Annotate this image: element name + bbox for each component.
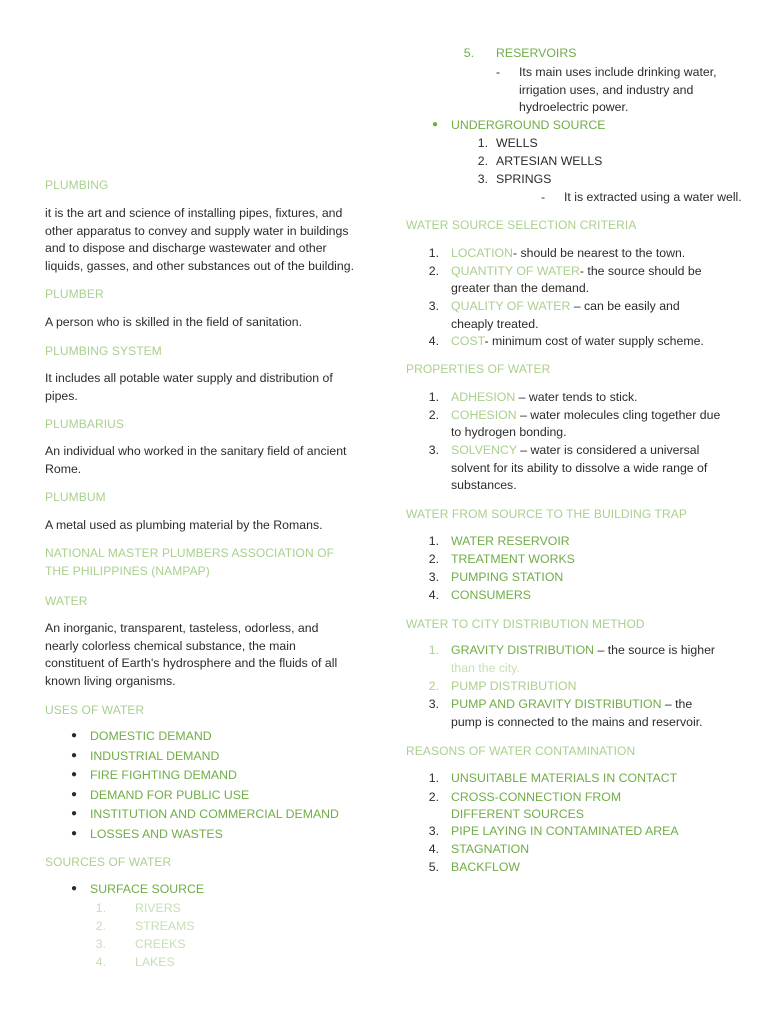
dash-marker: - xyxy=(541,190,546,204)
list-item-surface-source: ● SURFACE SOURCE xyxy=(71,882,205,896)
list-item: 1. GRAVITY DISTRIBUTION – the source is higher xyxy=(428,643,716,657)
plumber-definition: A person who is skilled in the field of sanitation. xyxy=(45,315,303,329)
heading-plumbing-system: PLUMBING SYSTEM xyxy=(45,344,162,358)
bullet-icon: ● xyxy=(71,769,78,780)
city-list xyxy=(406,643,724,738)
list-item: 3. QUALITY OF WATER – can be easily and cheaply treated. xyxy=(428,299,680,331)
bullet-icon: ● xyxy=(71,883,78,894)
reservoirs-note: Its main uses include drinking water, irrigation uses, and industry and hydroelectric power. xyxy=(519,65,717,115)
list-item: 1. LOCATION- should be nearest to the town. xyxy=(428,246,686,260)
heading-plumbum: PLUMBUM xyxy=(45,490,106,504)
list-item: 2. PUMP DISTRIBUTION xyxy=(428,679,577,693)
reservoirs-block xyxy=(406,46,724,121)
heading-contamination: REASONS OF WATER CONTAMINATION xyxy=(406,744,636,758)
heading-water: WATER xyxy=(45,594,88,608)
plumbarius-definition: An individual who worked in the sanitary field of ancient Rome. xyxy=(45,444,347,476)
list-item: 1. UNSUITABLE MATERIALS IN CONTACT xyxy=(428,771,678,785)
list-item: 4. COST- minimum cost of water supply scheme. xyxy=(428,334,704,348)
list-item: 2. COHESION – water molecules cling together due to hydrogen bonding. xyxy=(428,407,721,440)
heading-city-distribution: WATER TO CITY DISTRIBUTION METHOD xyxy=(406,617,645,631)
dash-marker: - xyxy=(496,65,501,79)
bullet-icon: ● xyxy=(71,827,78,839)
bullet-icon: ● xyxy=(71,788,78,800)
heading-sources-of-water: SOURCES OF WATER xyxy=(45,855,172,869)
springs-note: It is extracted using a water well. xyxy=(564,190,742,204)
plumbum-definition: A metal used as plumbing material by the Romans. xyxy=(45,518,323,532)
list-item: 1. ADHESION – water tends to stick. xyxy=(428,390,638,404)
list-item: 1. WATER RESERVOIR xyxy=(428,534,570,548)
list-item: 2. TREATMENT WORKS xyxy=(428,552,575,566)
list-item-reservoirs: RESERVOIRS xyxy=(496,46,577,60)
list-item: 3. SOLVENCY – water is considered a universal solvent for its ability to dissolve a wide range of substances. xyxy=(428,443,708,493)
list-item: ● FIRE FIGHTING DEMAND xyxy=(71,768,237,782)
heading-properties: PROPERTIES OF WATER xyxy=(406,362,551,376)
list-item: 4. CONSUMERS xyxy=(428,588,531,602)
bullet-icon: ● xyxy=(71,730,78,741)
bullet-icon: ● xyxy=(71,808,78,819)
heading-plumbing: PLUMBING xyxy=(45,178,109,192)
heading-selection-criteria: WATER SOURCE SELECTION CRITERIA xyxy=(406,218,637,232)
list-item: 3. PIPE LAYING IN CONTAMINATED AREA xyxy=(428,824,679,838)
contamination-list xyxy=(406,771,724,881)
list-item: ● DOMESTIC DEMAND xyxy=(71,729,212,743)
plumbing-system-definition: It includes all potable water supply and distribution of pipes. xyxy=(45,371,333,403)
list-item: ● INDUSTRIAL DEMAND xyxy=(71,748,220,763)
list-item-continuation: than the city. xyxy=(451,661,520,675)
heading-building-trap: WATER FROM SOURCE TO THE BUILDING TRAP xyxy=(406,507,687,521)
list-item: 4. STAGNATION xyxy=(428,842,530,856)
list-item: ● INSTITUTION AND COMMERCIAL DEMAND xyxy=(71,807,339,821)
list-item: 5. BACKFLOW xyxy=(428,860,521,874)
plumbing-definition: it is the art and science of installing pipes, fixtures, and other apparatus to convey and supply water in buildings and to dispose and discharge wastewater and other liquids, gasses, and other substances out of the building. xyxy=(45,206,354,274)
heading-uses-of-water: USES OF WATER xyxy=(45,703,145,717)
bullet-icon: ● xyxy=(432,119,439,130)
list-item: 2. CROSS-CONNECTION FROM DIFFERENT SOURCES xyxy=(428,789,622,822)
heading-nampap: NATIONAL MASTER PLUMBERS ASSOCIATION OF THE PHILIPPINES (NAMPAP) xyxy=(45,546,335,578)
list-item: ● DEMAND FOR PUBLIC USE xyxy=(71,787,250,802)
list-item: 2. QUANTITY OF WATER- the source should be greater than the demand. xyxy=(428,263,702,296)
list-item-underground-source: ● UNDERGROUND SOURCE xyxy=(432,118,606,132)
list-item: 3. PUMPING STATION xyxy=(428,570,564,584)
list-number: 5. xyxy=(463,46,474,60)
heading-plumbarius: PLUMBARIUS xyxy=(45,417,125,431)
heading-plumber: PLUMBER xyxy=(45,287,104,301)
bullet-icon: ● xyxy=(71,749,78,761)
water-definition: An inorganic, transparent, tasteless, odorless, and nearly colorless chemical substance, the main constituent of Earth's hydrosphere and the fluids of all known living organisms. xyxy=(45,621,338,689)
sources-list: ● SURFACE SOURCE 1. RIVERS 2. STREAMS 3. CREEKS 4. LAKES xyxy=(71,882,205,969)
list-item: ● LOSSES AND WASTES xyxy=(71,826,223,841)
list-item: 3. PUMP AND GRAVITY DISTRIBUTION – the pump is connected to the mains and reservoir. xyxy=(428,697,703,729)
